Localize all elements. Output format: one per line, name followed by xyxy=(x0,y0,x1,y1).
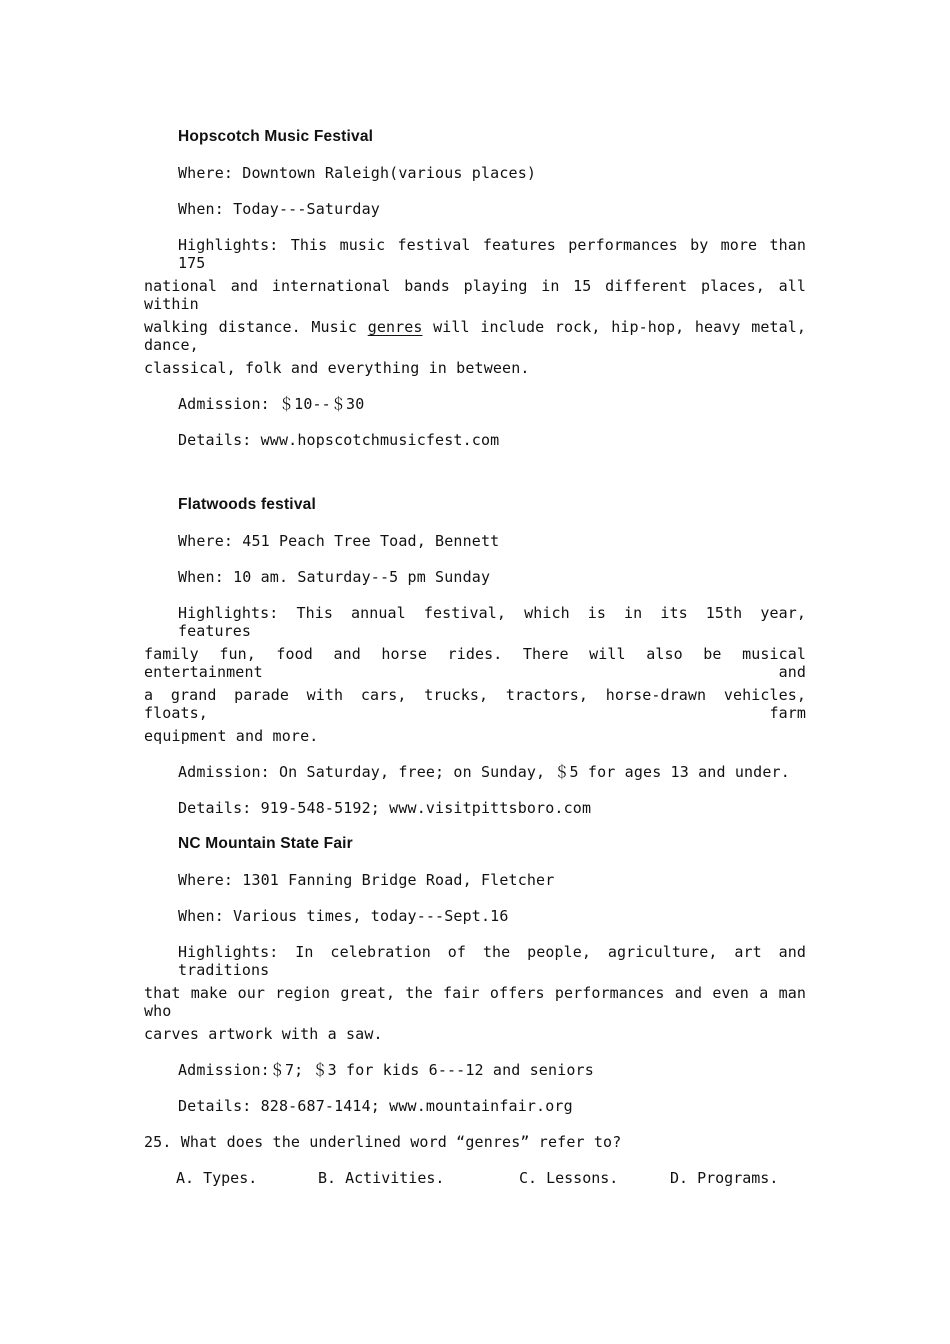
event-details: Details: 828-687-1414; www.mountainfair.org xyxy=(178,1097,573,1115)
option-b: B. Activities. xyxy=(318,1169,445,1187)
event-highlights-line: national and international bands playing in 15 different places, all within xyxy=(144,277,806,313)
question-stem: 25. What does the underlined word “genres” refer to? xyxy=(144,1133,622,1151)
event-highlights-line: family fun, food and horse rides. There will also be musical entertainment and xyxy=(144,645,806,681)
option-c: C. Lessons. xyxy=(519,1169,619,1187)
underlined-word-genres: genres xyxy=(367,318,423,336)
event-where: Where: 1301 Fanning Bridge Road, Fletcher xyxy=(178,871,555,889)
event-title: Hopscotch Music Festival xyxy=(178,128,374,145)
event-admission: Admission: ＄10--＄30 xyxy=(178,395,365,413)
event-when: When: Today---Saturday xyxy=(178,200,380,218)
event-where: Where: 451 Peach Tree Toad, Bennett xyxy=(178,532,500,550)
event-highlights-line: Highlights: This annual festival, which is in its 15th year, features xyxy=(178,604,806,640)
event-when: When: Various times, today---Sept.16 xyxy=(178,907,509,925)
event-highlights-line: carves artwork with a saw. xyxy=(144,1025,383,1043)
event-admission: Admission:＄7; ＄3 for kids 6---12 and seniors xyxy=(178,1061,594,1079)
event-highlights-line: Highlights: This music festival features performances by more than 175 xyxy=(178,236,806,272)
event-highlights-line: walking distance. Music genres will include rock, hip-hop, heavy metal, dance, xyxy=(144,318,806,354)
event-highlights-line: equipment and more. xyxy=(144,727,319,745)
event-title: NC Mountain State Fair xyxy=(178,835,353,852)
event-when: When: 10 am. Saturday--5 pm Sunday xyxy=(178,568,491,586)
event-highlights-line: that make our region great, the fair offers performances and even a man who xyxy=(144,984,806,1020)
event-admission: Admission: On Saturday, free; on Sunday, ＄5 for ages 13 and under. xyxy=(178,763,790,781)
event-details: Details: 919-548-5192; www.visitpittsboro.com xyxy=(178,799,592,817)
option-d: D. Programs. xyxy=(670,1169,779,1187)
event-highlights-line: a grand parade with cars, trucks, tractors, horse-drawn vehicles, floats, farm xyxy=(144,686,806,722)
event-where: Where: Downtown Raleigh(various places) xyxy=(178,164,537,182)
option-a: A. Types. xyxy=(176,1169,258,1187)
event-details: Details: www.hopscotchmusicfest.com xyxy=(178,431,500,449)
event-highlights-line: classical, folk and everything in between. xyxy=(144,359,530,377)
event-highlights-line: Highlights: In celebration of the people, agriculture, art and traditions xyxy=(178,943,806,979)
event-title: Flatwoods festival xyxy=(178,496,316,513)
